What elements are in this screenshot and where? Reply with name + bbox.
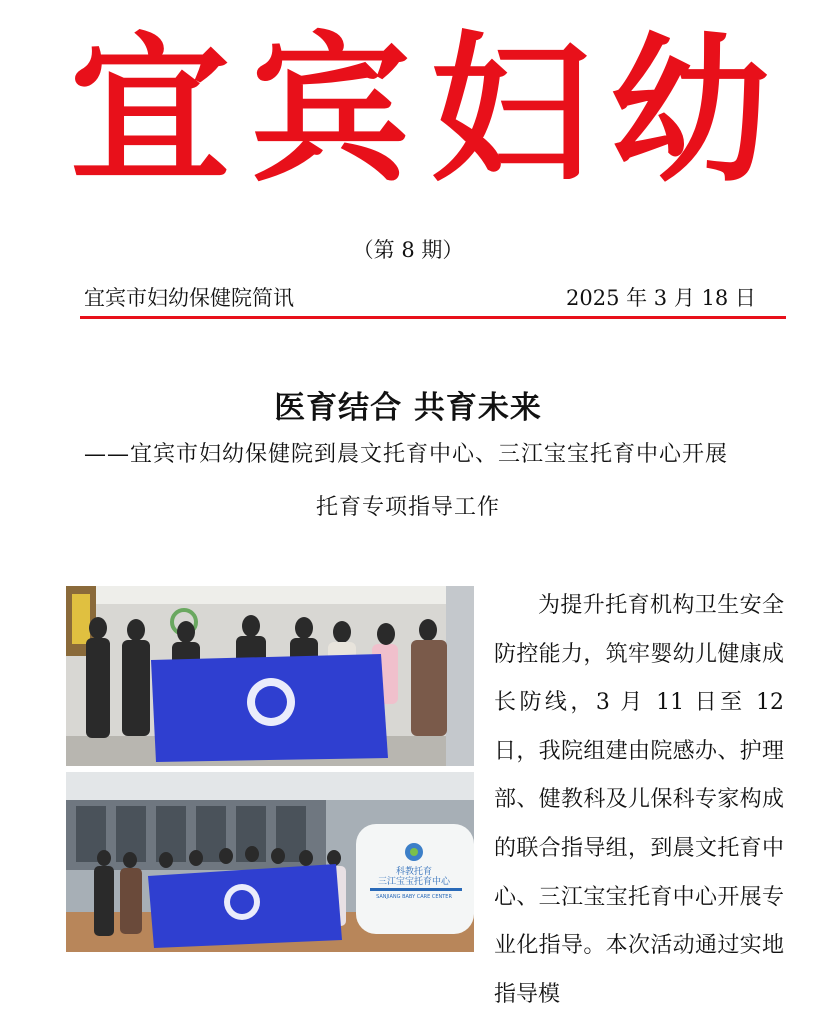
masthead-char: 宾 [249,16,410,204]
article-subtitle-cont: 托育专项指导工作 [315,495,500,520]
center-sign-en: SANJIANG BABY CARE CENTER [376,894,452,900]
center-sign-name: 三江宝宝托育中心 [377,877,451,887]
article-subtitle: ——宜宾市妇幼保健院到晨文托育中心、三江宝宝托育中心开展 [84,442,729,467]
article-title: 医育结合 共育未来 [274,390,542,426]
group-photo-outdoor [66,772,474,952]
masthead-title [70,10,770,210]
article-paragraph: 为提升托育机构卫生安全防控能力，筑牢婴幼儿健康成长防线，3 月 11 日至 12 日，我院组建由院感办、护理部、健教科及儿保科专家构成的联合指导组，到晨文托育中心、三江宝宝托育中心开展专业化指导。本次活动通过实地指导模 [494,593,784,1007]
header-divider [80,316,786,319]
masthead-char: 妇 [429,16,590,204]
group-photo-indoor [66,586,474,766]
publish-date: 2025 年 3 月 18 日 [566,286,756,310]
center-sign-brand: 科教托育 [395,867,433,877]
issue-number: （第 8 期） [352,238,464,262]
publisher-name: 宜宾市妇幼保健院简讯 [84,286,294,310]
article-body [494,582,784,1019]
masthead-char: 幼 [609,16,770,204]
masthead-char: 宜 [70,16,231,204]
